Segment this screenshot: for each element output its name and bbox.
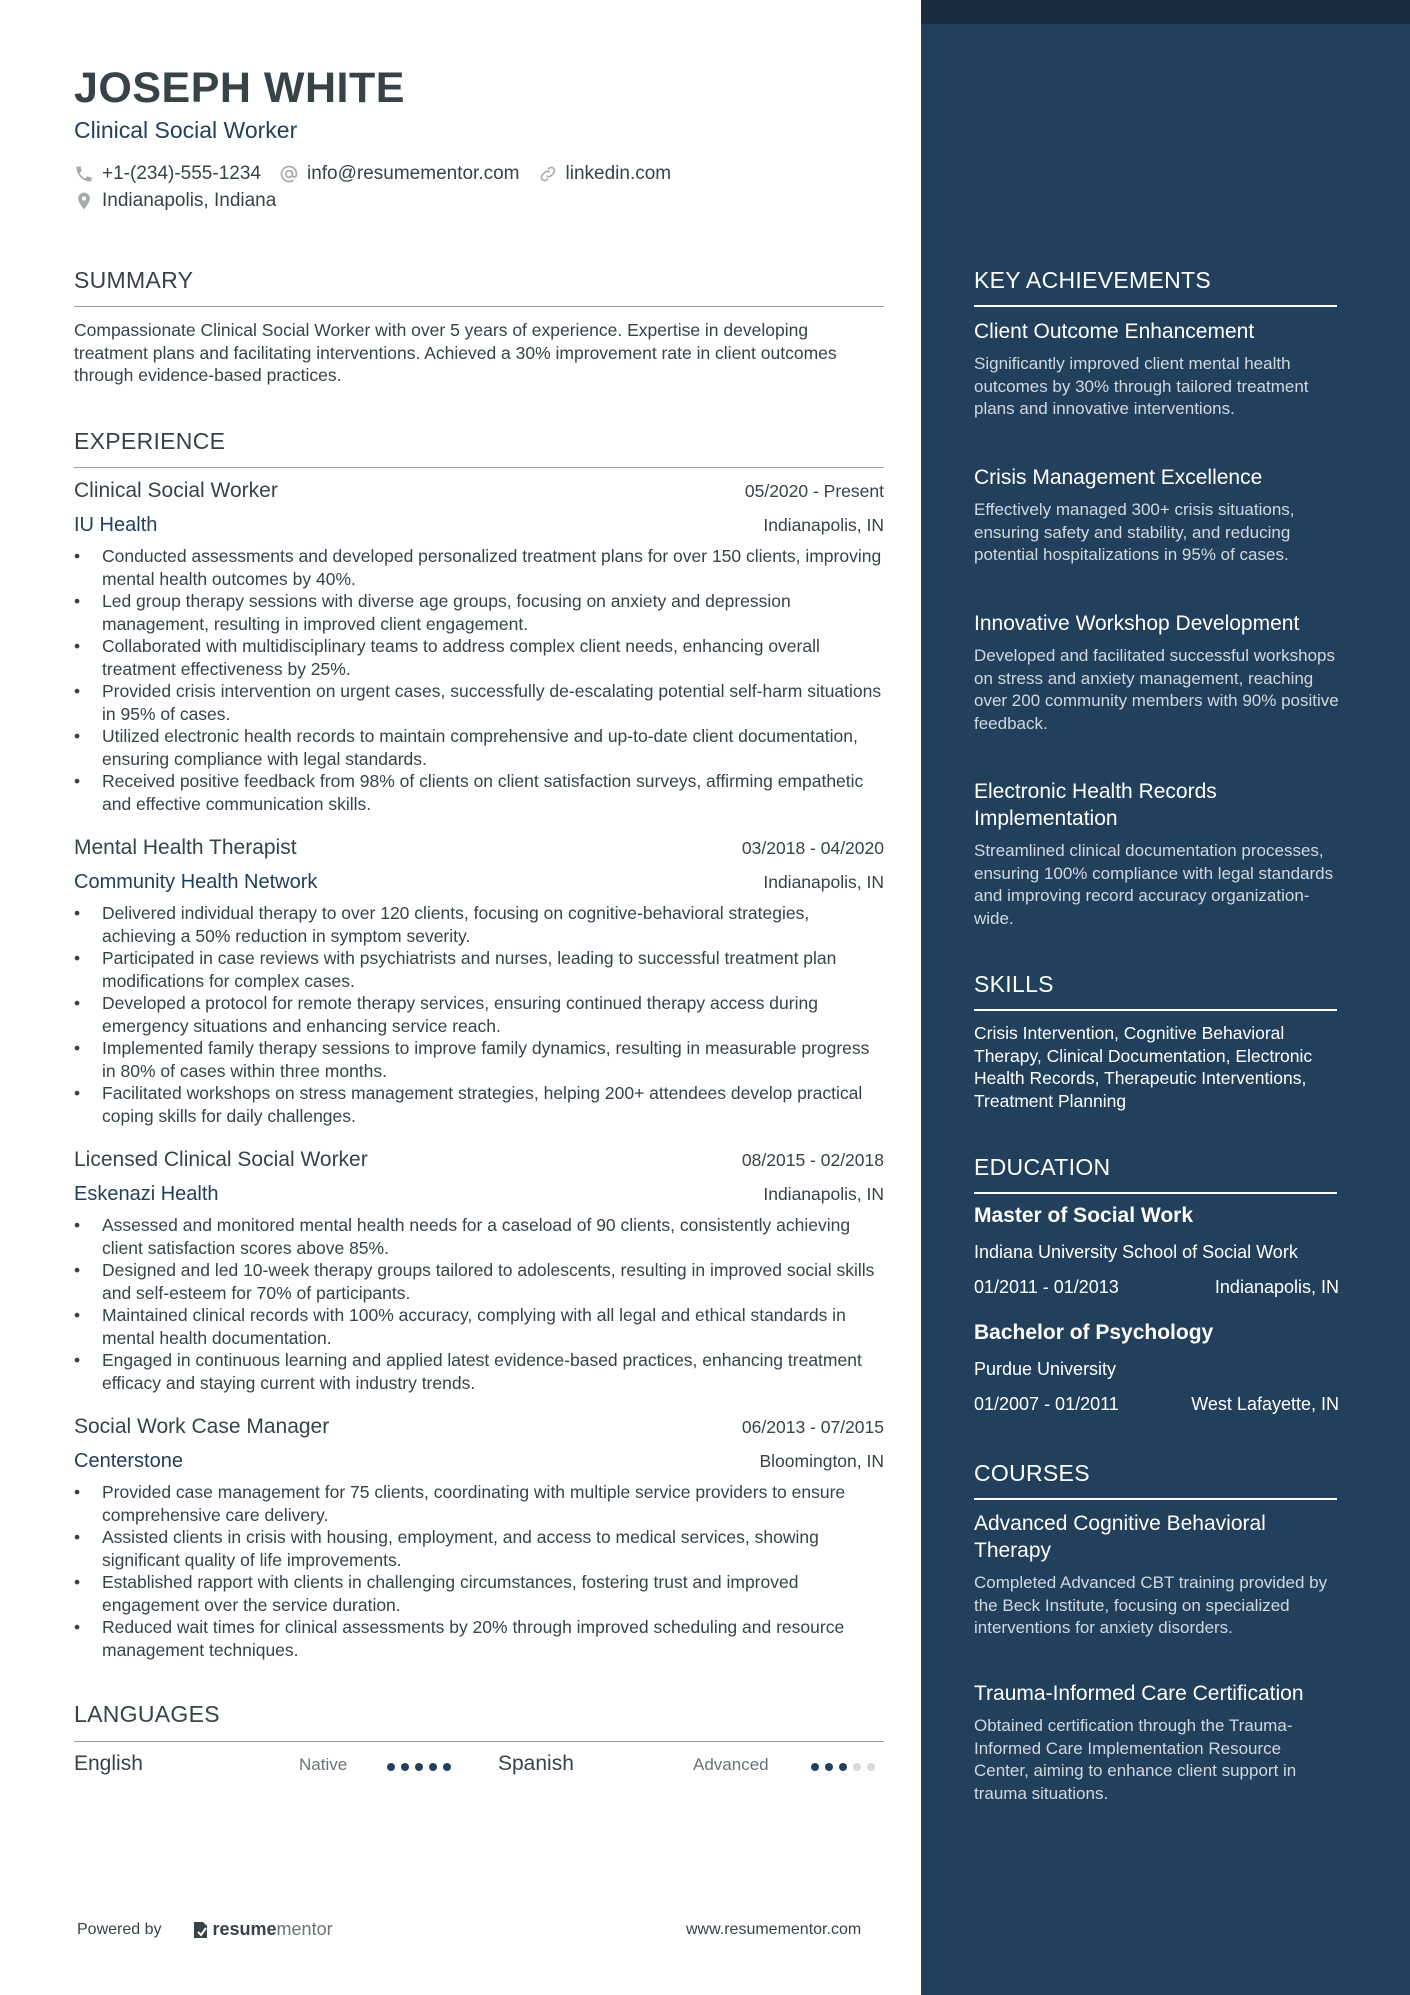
achievement-item	[974, 318, 1339, 421]
education-degree: Bachelor of Psychology	[974, 1321, 1214, 1344]
powered-by-label: Powered by	[77, 1920, 162, 1938]
education-location: Indianapolis, IN	[1214, 1277, 1339, 1297]
rating-dot	[839, 1763, 847, 1771]
language-level: Native	[299, 1755, 348, 1774]
skills-text: Crisis Intervention, Cognitive Behavioral Therapy, Clinical Documentation, Electronic Health Records, Therapeutic Interventions, Treatment Planning	[974, 1023, 1313, 1111]
experience-heading: EXPERIENCE	[74, 428, 226, 454]
achievement-desc: Developed and facilitated successful workshops on stress and anxiety management, reaching over 200 community members with 90% positive feedback.	[974, 646, 1339, 733]
sidebar-top-band	[921, 0, 1410, 24]
list-item: • Delivered individual therapy to over 120 clients, focusing on cognitive-behavioral strategies, achieving a 50% reduction in symptom severity.	[74, 902, 884, 947]
rating-dot	[387, 1763, 395, 1771]
language-rating	[387, 1763, 457, 1771]
job-dates: 06/2013 - 07/2015	[741, 1417, 884, 1437]
summary-text: Compassionate Clinical Social Worker with over 5 years of experience. Expertise in developing treatment plans and facilitating interventions. Achieved a 30% improvement rate in client outcomes through evidence-based practices.	[74, 320, 837, 385]
job-bullets	[74, 1214, 884, 1394]
contact-phone[interactable]	[74, 163, 261, 185]
achievement-title: Innovative Workshop Development	[974, 612, 1300, 635]
education-school: Indiana University School of Social Work	[974, 1242, 1298, 1262]
linkedin-text: linkedin.com	[565, 162, 672, 184]
job-role: Mental Health Therapist	[74, 836, 297, 859]
job-dates: 03/2018 - 04/2020	[741, 838, 884, 858]
list-item: • Conducted assessments and developed personalized treatment plans for over 150 clients, improving mental health outcomes by 40%.	[74, 545, 884, 590]
contact-location	[74, 190, 276, 212]
achievement-item	[974, 778, 1339, 930]
language-level: Advanced	[693, 1755, 769, 1774]
rating-dot	[429, 1763, 437, 1771]
list-item: • Led group therapy sessions with diverse age groups, focusing on anxiety and depression management, resulting in improved client engagement.	[74, 590, 884, 635]
languages-heading: LANGUAGES	[74, 1701, 220, 1727]
list-item: • Facilitated workshops on stress management strategies, helping 200+ attendees develop practical coping skills for daily challenges.	[74, 1082, 884, 1127]
list-item: • Developed a protocol for remote therapy services, ensuring continued therapy access during emergency situations and enhancing service reach.	[74, 992, 884, 1037]
achievement-desc: Streamlined clinical documentation processes, ensuring 100% compliance with legal standards and improving record accuracy organization-wide.	[974, 841, 1334, 928]
list-item: • Implemented family therapy sessions to improve family dynamics, resulting in measurable progress in 80% of cases within three months.	[74, 1037, 884, 1082]
job-entry	[74, 1415, 884, 1661]
list-item: • Provided crisis intervention on urgent cases, successfully de-escalating potential self-harm situations in 95% of cases.	[74, 680, 884, 725]
list-item: • Utilized electronic health records to maintain comprehensive and up-to-date client documentation, ensuring compliance with legal standards.	[74, 725, 884, 770]
job-dates: 08/2015 - 02/2018	[741, 1150, 884, 1170]
job-entry	[74, 479, 884, 815]
rating-dot	[401, 1763, 409, 1771]
achievement-desc: Significantly improved client mental health outcomes by 30% through tailored treatment plans and innovative interventions.	[974, 354, 1309, 418]
job-location: Indianapolis, IN	[763, 515, 884, 535]
course-desc: Completed Advanced CBT training provided by the Beck Institute, focusing on specialized interventions for anxiety disorders.	[974, 1573, 1328, 1637]
job-bullets	[74, 545, 884, 815]
education-degree: Master of Social Work	[974, 1204, 1194, 1227]
summary-heading: SUMMARY	[74, 267, 194, 293]
list-item: • Assessed and monitored mental health needs for a caseload of 90 clients, consistently achieving client satisfaction scores above 85%.	[74, 1214, 884, 1259]
phone-text: +1-(234)-555-1234	[102, 162, 261, 184]
skills-heading: SKILLS	[974, 971, 1054, 997]
list-item: • Established rapport with clients in challenging circumstances, fostering trust and improved engagement over the service duration.	[74, 1571, 884, 1616]
contact-email[interactable]	[279, 163, 520, 185]
link-icon	[538, 164, 558, 184]
rating-dot	[443, 1763, 451, 1771]
course-item	[974, 1510, 1339, 1640]
list-item: • Assisted clients in crisis with housing, employment, and access to medical services, showing significant quality of life improvements.	[74, 1526, 884, 1571]
candidate-name: JOSEPH WHITE	[74, 64, 405, 112]
brand-bold: resume	[212, 1919, 277, 1939]
achievements-divider	[974, 305, 1337, 307]
job-dates: 05/2020 - Present	[744, 481, 884, 501]
languages-divider	[74, 1741, 884, 1742]
job-company: Eskenazi Health	[74, 1183, 219, 1205]
achievement-title: Client Outcome Enhancement	[974, 320, 1255, 343]
education-dates: 01/2007 - 01/2011	[974, 1394, 1119, 1414]
job-bullets	[74, 902, 884, 1127]
location-pin-icon	[74, 191, 94, 211]
rating-dot	[811, 1763, 819, 1771]
achievement-item	[974, 464, 1339, 567]
phone-icon	[74, 164, 94, 184]
email-text: info@resumementor.com	[306, 162, 520, 184]
job-entry	[74, 1148, 884, 1394]
job-location: Bloomington, IN	[759, 1451, 884, 1471]
job-company: IU Health	[74, 514, 158, 536]
course-item	[974, 1680, 1339, 1805]
rating-dot	[867, 1763, 875, 1771]
experience-divider	[74, 467, 884, 468]
list-item: • Designed and led 10-week therapy groups tailored to adolescents, resulting in improved social skills and self-esteem for 70% of participants.	[74, 1259, 884, 1304]
language-rating	[811, 1763, 881, 1771]
achievements-heading: KEY ACHIEVEMENTS	[974, 267, 1212, 293]
list-item: • Participated in case reviews with psychiatrists and nurses, leading to successful treatment plan modifications for complex cases.	[74, 947, 884, 992]
contact-info	[74, 160, 874, 214]
language-name: Spanish	[498, 1752, 574, 1775]
job-bullets	[74, 1481, 884, 1661]
job-location: Indianapolis, IN	[763, 1184, 884, 1204]
location-text: Indianapolis, Indiana	[102, 189, 277, 211]
brand-logo[interactable]	[192, 1919, 333, 1940]
job-location: Indianapolis, IN	[763, 872, 884, 892]
job-entry	[74, 836, 884, 1127]
contact-linkedin[interactable]	[538, 163, 672, 185]
rating-dot	[415, 1763, 423, 1771]
languages-list	[74, 1752, 884, 1782]
course-desc: Obtained certification through the Trauma-Informed Care Implementation Resource Center, aiming to enhance client support in trauma situations.	[974, 1716, 1297, 1803]
achievement-title: Crisis Management Excellence	[974, 466, 1263, 489]
candidate-title: Clinical Social Worker	[74, 117, 298, 143]
course-title: Advanced Cognitive Behavioral Therapy	[974, 1512, 1266, 1562]
job-role: Social Work Case Manager	[74, 1415, 330, 1438]
at-sign-icon	[279, 164, 299, 184]
achievement-desc: Effectively managed 300+ crisis situations, ensuring safety and stability, and reducing potential hospitalizations in 95% of cases.	[974, 500, 1295, 564]
job-role: Licensed Clinical Social Worker	[74, 1148, 368, 1171]
brand-light: mentor	[276, 1919, 333, 1939]
list-item: • Engaged in continuous learning and applied latest evidence-based practices, enhancing treatment efficacy and staying current with industry trends.	[74, 1349, 884, 1394]
footer-website-link[interactable]: www.resumementor.com	[686, 1921, 862, 1938]
courses-heading: COURSES	[974, 1460, 1090, 1486]
education-divider	[974, 1192, 1337, 1194]
job-company: Community Health Network	[74, 871, 318, 893]
achievement-item	[974, 610, 1339, 735]
rating-dot	[853, 1763, 861, 1771]
rating-dot	[825, 1763, 833, 1771]
sidebar-column	[921, 0, 1410, 1995]
achievement-title: Electronic Health Records Implementation	[974, 780, 1217, 830]
job-role: Clinical Social Worker	[74, 479, 278, 502]
list-item: • Received positive feedback from 98% of clients on client satisfaction surveys, affirming empathetic and effective communication skills.	[74, 770, 884, 815]
job-company: Centerstone	[74, 1450, 183, 1472]
course-title: Trauma-Informed Care Certification	[974, 1682, 1304, 1705]
education-item	[974, 1204, 1339, 1298]
footer-branding	[77, 1919, 333, 1940]
summary-divider	[74, 306, 884, 307]
list-item: • Reduced wait times for clinical assessments by 20% through improved scheduling and resource management techniques.	[74, 1616, 884, 1661]
education-school: Purdue University	[974, 1359, 1117, 1379]
skills-divider	[974, 1009, 1337, 1011]
education-dates: 01/2011 - 01/2013	[974, 1277, 1119, 1297]
list-item: • Maintained clinical records with 100% accuracy, complying with all legal and ethical standards in mental health documentation.	[74, 1304, 884, 1349]
education-location: West Lafayette, IN	[1191, 1394, 1339, 1414]
education-heading: EDUCATION	[974, 1154, 1111, 1180]
list-item: • Collaborated with multidisciplinary teams to address complex client needs, enhancing overall treatment effectiveness by 25%.	[74, 635, 884, 680]
courses-divider	[974, 1498, 1337, 1500]
list-item: • Provided case management for 75 clients, coordinating with multiple service providers to ensure comprehensive care delivery.	[74, 1481, 884, 1526]
language-name: English	[74, 1752, 143, 1775]
education-item	[974, 1321, 1339, 1415]
resumementor-logo-icon	[192, 1921, 208, 1939]
